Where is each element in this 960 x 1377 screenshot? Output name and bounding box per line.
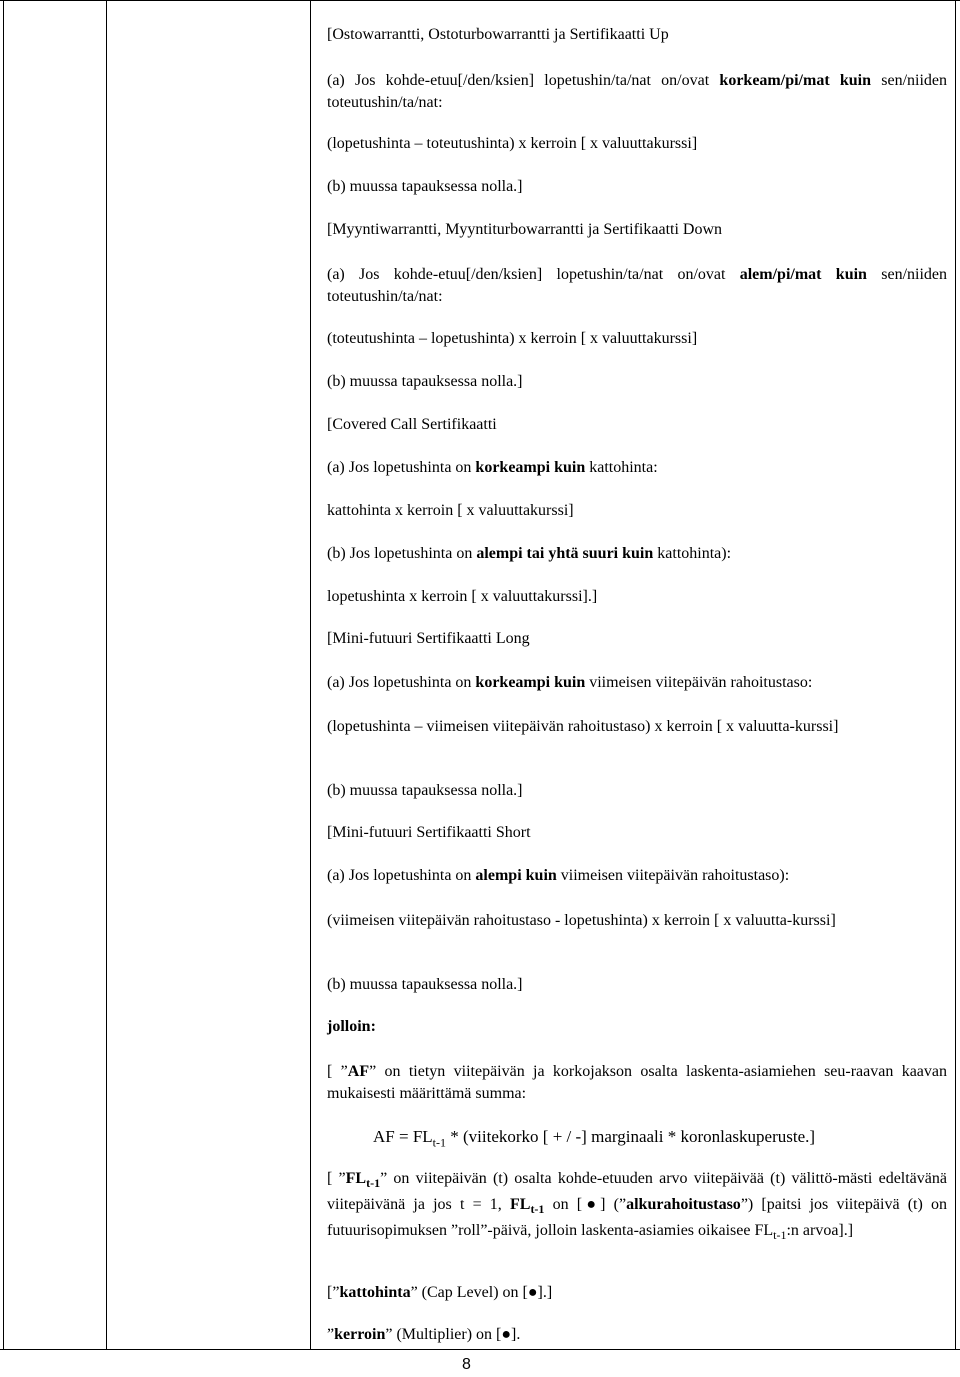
definition-fl: [ $”FL_{t-1}$” on viitepäivän (t) osalta kohde-etuuden arvo viitepäivää (t) välittö-mästi edeltävänä viitepäivänä ja jos t = 1, $FL_{t-1}$ on [●] (”alkurahoitustaso”) [paitsi jos viitepäivä (t) on futuurisopimuksen ”roll”-päivä, jolloin laskenta-asiamies oikaisee $FL_{t-1}:n$ arvoa].] xyxy=(327,1170,948,1243)
formula-covered-call-b: lopetushinta x kerroin [ x valuuttakurssi].] xyxy=(327,588,598,605)
table-top-border xyxy=(0,0,960,1)
definition-kattohinta: [”kattohinta” (Cap Level) on [●].] xyxy=(327,1284,553,1301)
formula-myyntiwarrantti: (toteutushinta – lopetushinta) x kerroin [ x valuuttakurssi] xyxy=(327,330,698,347)
definition-kerroin: ”kerroin” (Multiplier) on [●]. xyxy=(327,1326,521,1343)
paragraph-mini-futuuri-short-a: (a) Jos lopetushinta on alempi kuin viimeisen viitepäivän rahoitustaso): xyxy=(327,867,790,884)
formula-ostowarrantti: (lopetushinta – toteutushinta) x kerroin [ x valuuttakurssi] xyxy=(327,135,698,152)
formula-mini-futuuri-long: (lopetushinta – viimeisen viitepäivän rahoitustaso) x kerroin [ x valuutta-kurssi] xyxy=(327,718,839,735)
paragraph-ostowarrantti-b: (b) muussa tapauksessa nolla.] xyxy=(327,178,523,195)
jolloin-label: jolloin: xyxy=(327,1018,376,1035)
table-left-border xyxy=(3,0,4,1350)
paragraph-mini-futuuri-short-b: (b) muussa tapauksessa nolla.] xyxy=(327,976,523,993)
paragraph-myyntiwarrantti-b: (b) muussa tapauksessa nolla.] xyxy=(327,373,523,390)
paragraph-ostowarrantti-a: (a) Jos kohde-etuu[/den/ksien] lopetushin/ta/nat on/ovat korkeam/pi/mat kuin sen/niiden toteutushin/ta/nat: xyxy=(327,72,948,111)
formula-covered-call-a: kattohinta x kerroin [ x valuuttakurssi] xyxy=(327,502,574,519)
paragraph-mini-futuuri-long-b: (b) muussa tapauksessa nolla.] xyxy=(327,782,523,799)
column-divider-1 xyxy=(106,0,107,1350)
heading-myyntiwarrantti: [Myyntiwarrantti, Myyntiturbowarrantti ja Sertifikaatti Down xyxy=(327,221,723,238)
paragraph-mini-futuuri-long-a: (a) Jos lopetushinta on korkeampi kuin viimeisen viitepäivän rahoitustaso: xyxy=(327,674,813,691)
page-number: 8 xyxy=(462,1356,471,1373)
heading-covered-call: [Covered Call Sertifikaatti xyxy=(327,416,497,433)
column-divider-2 xyxy=(310,0,311,1350)
table-bottom-border xyxy=(0,1349,960,1350)
heading-ostowarrantti: [Ostowarrantti, Ostoturbowarrantti ja Sertifikaatti Up xyxy=(327,26,669,43)
definition-af: [ ”AF” on tietyn viitepäivän ja korkojakson osalta laskenta-asiamiehen seu-raavan kaavan mukaisesti määrittämä summa: xyxy=(327,1063,947,1102)
formula-af: AF = $FL_{t-1}$ * (viitekorko [ + / -] marginaali * koronlaskuperuste.] xyxy=(373,1127,816,1150)
paragraph-covered-call-a: (a) Jos lopetushinta on korkeampi kuin kattohinta: xyxy=(327,459,658,476)
table-right-border xyxy=(955,0,956,1350)
formula-mini-futuuri-short: (viimeisen viitepäivän rahoitustaso - lopetushinta) x kerroin [ x valuutta-kurssi] xyxy=(327,912,836,929)
paragraph-myyntiwarrantti-a: (a) Jos kohde-etuu[/den/ksien] lopetushin/ta/nat on/ovat alem/pi/mat kuin sen/niiden toteutushin/ta/nat: xyxy=(327,266,947,305)
paragraph-covered-call-b: (b) Jos lopetushinta on alempi tai yhtä suuri kuin kattohinta): xyxy=(327,545,732,562)
heading-mini-futuuri-long: [Mini-futuuri Sertifikaatti Long xyxy=(327,630,530,647)
heading-mini-futuuri-short: [Mini-futuuri Sertifikaatti Short xyxy=(327,824,531,841)
